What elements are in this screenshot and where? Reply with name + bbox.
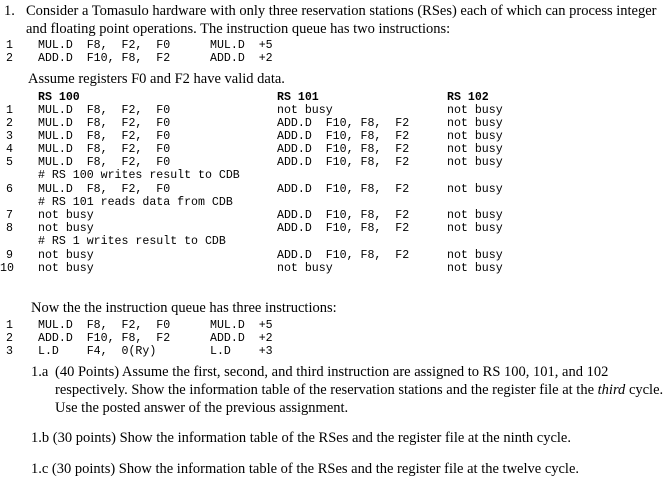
rs101-header: RS 101 (277, 91, 319, 104)
rs100-cell: not busy (38, 249, 94, 262)
line-number: 6 (6, 183, 13, 196)
trace-comment: # RS 100 writes result to CDB (38, 169, 240, 182)
line-number: 1 (6, 319, 13, 332)
rs102-cell: not busy (447, 117, 503, 130)
rs101-cell: not busy (277, 262, 333, 275)
rs102-cell: not busy (447, 130, 503, 143)
q1a-line-3: Use the posted answer of the previous assignment. (55, 400, 349, 416)
rs100-cell: MUL.D F8, F2, F0 (38, 117, 171, 130)
queue-instruction: ADD.D F10, F8, F2 (38, 52, 171, 65)
line-number: 1 (6, 39, 13, 52)
queue-instruction: MUL.D F8, F2, F0 (38, 39, 171, 52)
queue-latency: MUL.D +5 (210, 39, 273, 52)
q1a-line-2a: respectively. Show the information table of the reservation stations and the register file at the (55, 382, 598, 398)
problem-number: 1. (4, 3, 15, 19)
rs101-cell: ADD.D F10, F8, F2 (277, 130, 410, 143)
line-number: 1 (6, 104, 13, 117)
line-number: 3 (6, 345, 13, 358)
queue-instruction: MUL.D F8, F2, F0 (38, 319, 171, 332)
rs102-cell: not busy (447, 104, 503, 117)
trace-comment: # RS 101 reads data from CDB (38, 196, 233, 209)
queue-latency: ADD.D +2 (210, 52, 273, 65)
line-number: 5 (6, 156, 13, 169)
rs100-cell: not busy (38, 209, 94, 222)
rs100-cell: MUL.D F8, F2, F0 (38, 143, 171, 156)
line-number: 2 (6, 52, 13, 65)
rs100-cell: MUL.D F8, F2, F0 (38, 130, 171, 143)
rs101-cell: ADD.D F10, F8, F2 (277, 249, 410, 262)
rs100-cell: MUL.D F8, F2, F0 (38, 156, 171, 169)
q1b-text: 1.b (30 points) Show the information table of the RSes and the register file at the ninth cycle. (31, 430, 571, 446)
rs102-cell: not busy (447, 249, 503, 262)
trace-comment: # RS 1 writes result to CDB (38, 235, 226, 248)
q1a-line-2 (55, 382, 663, 399)
intro-line-1: Consider a Tomasulo hardware with only three reservation stations (RSes) each of which can process integer (26, 3, 657, 19)
rs102-cell: not busy (447, 156, 503, 169)
rs100-cell: MUL.D F8, F2, F0 (38, 183, 171, 196)
q1a-label: 1.a (31, 364, 49, 380)
queue-latency: ADD.D +2 (210, 332, 273, 345)
rs100-cell: not busy (38, 262, 94, 275)
rs102-cell: not busy (447, 262, 503, 275)
rs100-cell: MUL.D F8, F2, F0 (38, 104, 171, 117)
queue-instruction: ADD.D F10, F8, F2 (38, 332, 171, 345)
line-number: 9 (6, 249, 13, 262)
rs101-cell: ADD.D F10, F8, F2 (277, 209, 410, 222)
rs101-cell: not busy (277, 104, 333, 117)
q1c-text: 1.c (30 points) Show the information table of the RSes and the register file at the twelve cycle. (31, 461, 580, 477)
intro-line-2: and floating point operations. The instruction queue has two instructions: (26, 21, 451, 37)
rs102-cell: not busy (447, 143, 503, 156)
rs100-cell: not busy (38, 222, 94, 235)
rs101-cell: ADD.D F10, F8, F2 (277, 183, 410, 196)
line-number: 2 (6, 332, 13, 345)
assumption-text: Assume registers F0 and F2 have valid data. (28, 71, 285, 87)
rs101-cell: ADD.D F10, F8, F2 (277, 156, 410, 169)
rs102-cell: not busy (447, 209, 503, 222)
q1a-emphasis: third (597, 382, 626, 398)
q1a-line-1: (40 Points) Assume the first, second, and third instruction are assigned to RS 100, 101, and 102 (55, 364, 609, 380)
rs102-header: RS 102 (447, 91, 489, 104)
q1a-line-2b: cycle. (625, 382, 663, 398)
line-number: 3 (6, 130, 13, 143)
queue-latency: L.D +3 (210, 345, 273, 358)
line-number: 10 (0, 262, 14, 275)
rs102-cell: not busy (447, 222, 503, 235)
queue-latency: MUL.D +5 (210, 319, 273, 332)
line-number: 7 (6, 209, 13, 222)
rs101-cell: ADD.D F10, F8, F2 (277, 143, 410, 156)
rs101-cell: ADD.D F10, F8, F2 (277, 117, 410, 130)
line-number: 4 (6, 143, 13, 156)
line-number: 8 (6, 222, 13, 235)
queue-instruction: L.D F4, 0(Ry) (38, 345, 157, 358)
now-text: Now the the instruction queue has three instructions: (31, 300, 337, 316)
rs100-header: RS 100 (38, 91, 80, 104)
rs101-cell: ADD.D F10, F8, F2 (277, 222, 410, 235)
line-number: 2 (6, 117, 13, 130)
rs102-cell: not busy (447, 183, 503, 196)
